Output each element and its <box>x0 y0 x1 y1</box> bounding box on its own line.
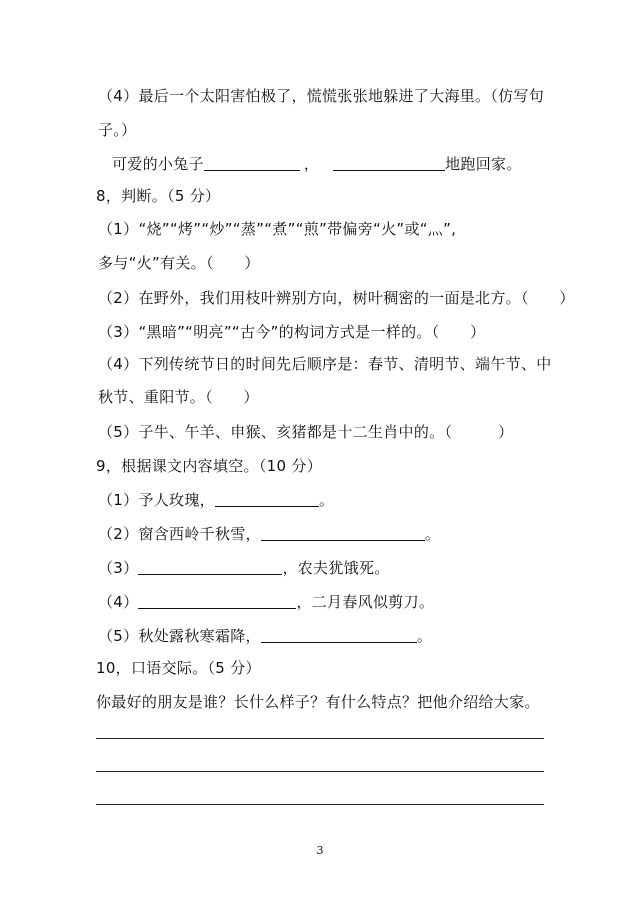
q9-item3-prefix: （3） <box>98 559 139 577</box>
q10-prompt: 你最好的朋友是谁？长什么样子？有什么特点？把他介绍给大家。 <box>96 693 540 711</box>
q7-sentence-comma: ， <box>303 155 320 173</box>
q8-item2: （2）在野外，我们用枝叶辨别方向，树叶稠密的一面是北方。（ ） <box>98 289 575 307</box>
q9-item5-blank[interactable] <box>261 626 417 643</box>
q8-item1-line2: 多与“火”有关。（ ） <box>98 254 260 272</box>
q9-item1-blank[interactable] <box>215 490 319 507</box>
q9-item3-blank[interactable] <box>138 558 282 575</box>
q8-item1-line1: （1）“烧”“烤”“炒”“蒸”“煮”“煎”带偏旁“火”或“灬”, <box>98 220 457 238</box>
q7-sentence-start: 可爱的小兔子 <box>112 155 204 173</box>
answer-line-3[interactable] <box>96 804 544 805</box>
q8-item5: （5）子牛、午羊、申猴、亥猪都是十二生肖中的。（ ） <box>98 423 514 441</box>
q7-imitation-sentence <box>112 154 522 174</box>
q9-item2 <box>98 524 440 544</box>
q8-title: 8，判断。（5 分） <box>96 187 221 205</box>
answer-line-1[interactable] <box>96 738 544 739</box>
q9-item4-blank[interactable] <box>138 592 296 609</box>
page-number: 3 <box>316 844 324 857</box>
q7-item4-line2: 子。） <box>98 121 137 139</box>
q8-item4-line2: 秋节、重阳节。（ ） <box>98 388 259 406</box>
q9-item4-suffix: ，二月春风似剪刀。 <box>296 593 435 611</box>
q9-item4-prefix: （4） <box>98 593 139 611</box>
q8-item3: （3）“黑暗”“明亮”“古今”的构词方式是一样的。（ ） <box>98 323 486 341</box>
q9-item1-prefix: （1）予人玫瑰， <box>98 491 215 509</box>
q9-item3 <box>98 558 390 578</box>
q7-item4-line1: （4）最后一个太阳害怕极了，慌慌张张地躲进了大海里。（仿写句 <box>98 87 545 105</box>
q9-title: 9，根据课文内容填空。（10 分） <box>96 457 322 475</box>
q7-sentence-end: 地跑回家。 <box>445 155 522 173</box>
q7-blank-2[interactable] <box>333 154 445 171</box>
q10-title: 10，口语交际。（5 分） <box>96 659 261 677</box>
answer-line-2[interactable] <box>96 771 544 772</box>
q9-item3-suffix: ，农夫犹饿死。 <box>282 559 390 577</box>
q7-blank-1[interactable] <box>204 154 300 171</box>
q9-item2-blank[interactable] <box>261 524 425 541</box>
q9-item5 <box>98 626 432 646</box>
q9-item1-suffix: 。 <box>318 491 335 509</box>
q8-item4-line1: （4）下列传统节日的时间先后顺序是：春节、清明节、端午节、中 <box>98 355 552 373</box>
q9-item1 <box>98 490 334 510</box>
q9-item5-suffix: 。 <box>416 627 433 645</box>
q9-item2-suffix: 。 <box>424 525 441 543</box>
q9-item2-prefix: （2）窗含西岭千秋雪， <box>98 525 261 543</box>
q9-item4 <box>98 592 434 612</box>
q9-item5-prefix: （5）秋处露秋寒霜降， <box>98 627 261 645</box>
